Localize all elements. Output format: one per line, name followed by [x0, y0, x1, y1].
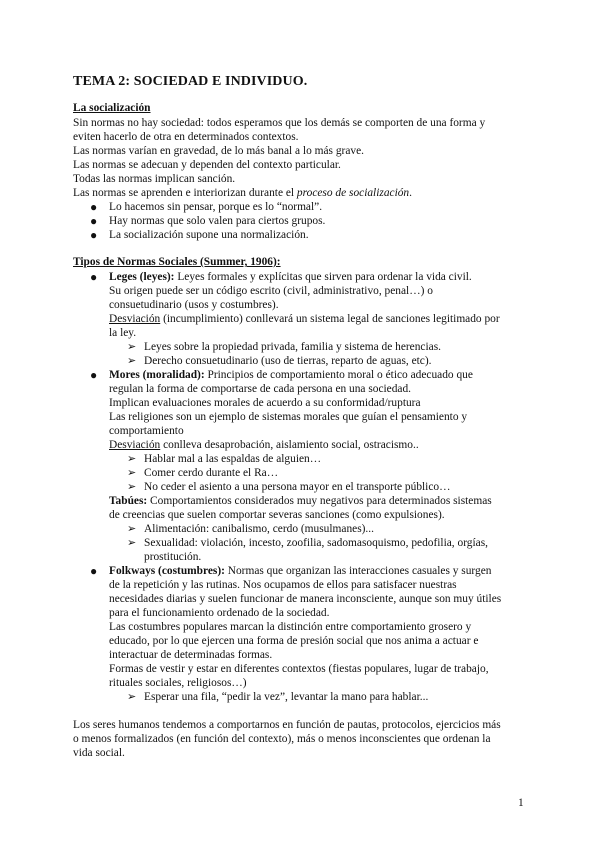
- paragraph-line: vida social.: [73, 747, 125, 759]
- text-span: Normas que organizan las interacciones casuales y surgen: [224, 565, 492, 577]
- term-label: Leges (leyes):: [109, 271, 175, 283]
- bullet-icon: ●: [90, 228, 98, 242]
- paragraph-line: Formas de vestir y estar en diferentes contextos (fiestas populares, lugar de trabajo,: [109, 663, 489, 675]
- bullet-icon: ●: [90, 214, 98, 228]
- paragraph-line: Sin normas no hay sociedad: todos esperamos que los demás se comporten de una forma y: [73, 117, 486, 129]
- paragraph-line: Su origen puede ser un código escrito (civil, administrativo, penal…) o: [109, 285, 433, 297]
- paragraph-line: Implican evaluaciones morales de acuerdo a su conformidad/ruptura: [109, 397, 421, 409]
- paragraph-line: interactuar de determinadas formas.: [109, 649, 273, 661]
- bullet-icon: ●: [90, 270, 98, 284]
- arrow-bullet-icon: ➢: [127, 355, 137, 367]
- bullet-icon: ●: [90, 368, 98, 382]
- term-label: Mores (moralidad):: [109, 369, 205, 381]
- paragraph-line: consuetudinario (usos y costumbres).: [109, 299, 279, 311]
- paragraph-line: Las normas varían en gravedad, de lo más banal a lo más grave.: [73, 145, 364, 157]
- paragraph-line: [73, 186, 412, 200]
- paragraph-line: [109, 438, 419, 452]
- term-label: Tabúes:: [109, 495, 148, 507]
- arrow-bullet-icon: ➢: [127, 341, 137, 353]
- paragraph-line: para el funcionamiento ordenado de la sociedad.: [109, 607, 330, 619]
- paragraph-line: Las religiones son un ejemplo de sistemas morales que guían el pensamiento y: [109, 411, 468, 423]
- section-heading-tipos: Tipos de Normas Sociales (Summer, 1906):: [73, 256, 281, 268]
- sub-list-item: Comer cerdo durante el Ra…: [144, 467, 279, 479]
- paragraph-line: Todas las normas implican sanción.: [73, 173, 236, 185]
- arrow-bullet-icon: ➢: [127, 453, 137, 465]
- term-label: Folkways (costumbres):: [109, 565, 225, 577]
- bullet-icon: ●: [90, 200, 98, 214]
- text-span: .: [409, 187, 412, 199]
- sub-list-item: Esperar una fila, “pedir la vez”, levantar la mano para hablar...: [144, 691, 429, 703]
- sub-list-item: Leyes sobre la propiedad privada, familia y sistema de herencias.: [144, 341, 441, 353]
- paragraph-line: regulan la forma de comportarse de cada persona en una sociedad.: [109, 383, 412, 395]
- paragraph-line: de la repetición y las rutinas. Nos ocupamos de ellos para satisfacer nuestras: [109, 579, 457, 591]
- paragraph-line: o menos formalizados (en función del contexto), más o menos inconscientes que ordenan la: [73, 733, 491, 745]
- paragraph-line: comportamiento: [109, 425, 184, 437]
- sub-list-item: Derecho consuetudinario (uso de tierras, reparto de aguas, etc).: [144, 355, 432, 367]
- text-span: Leyes formales y explícitas que sirven para ordenar la vida civil.: [174, 271, 472, 283]
- sub-list-item: Alimentación: canibalismo, cerdo (musulmanes)...: [144, 523, 374, 535]
- text-span: conlleva desaprobación, aislamiento social, ostracismo..: [160, 439, 419, 451]
- arrow-bullet-icon: ➢: [127, 523, 137, 535]
- paragraph-line: educado, por lo que ejercen una forma de presión social que nos anima a actuar e: [109, 635, 479, 647]
- underlined-term: Desviación: [109, 313, 161, 325]
- text-span: Comportamientos considerados muy negativos para determinados sistemas: [147, 495, 492, 507]
- paragraph-line: [109, 312, 500, 326]
- paragraph-line: la ley.: [109, 327, 137, 339]
- page-title: TEMA 2: SOCIEDAD E INDIVIDUO.: [73, 74, 308, 89]
- paragraph-line: Las normas se adecuan y dependen del contexto particular.: [73, 159, 341, 171]
- list-item: Hay normas que solo valen para ciertos grupos.: [109, 215, 326, 227]
- list-item: La socialización supone una normalización.: [109, 229, 309, 241]
- arrow-bullet-icon: ➢: [127, 537, 137, 549]
- paragraph-line: necesidades diarias y suelen funcionar de manera inconsciente, aunque son muy útiles: [109, 593, 502, 605]
- paragraph-line: Los seres humanos tendemos a comportarnos en función de pautas, protocolos, ejercicios más: [73, 719, 501, 731]
- paragraph-line: Las costumbres populares marcan la distinción entre comportamiento grosero y: [109, 621, 472, 633]
- bullet-icon: ●: [90, 564, 98, 578]
- sub-list-item-cont: prostitución.: [144, 551, 202, 563]
- arrow-bullet-icon: ➢: [127, 467, 137, 479]
- arrow-bullet-icon: ➢: [127, 691, 137, 703]
- paragraph-line: eviten hacerlo de otra en determinados contextos.: [73, 131, 299, 143]
- sub-list-item: Hablar mal a las espaldas de alguien…: [144, 453, 322, 465]
- paragraph-line: rituales sociales, religiosos…): [109, 677, 247, 689]
- list-item: Lo hacemos sin pensar, porque es lo “normal”.: [109, 201, 323, 213]
- list-item-leyes: [109, 270, 472, 284]
- text-span: Principios de comportamiento moral o ético adecuado que: [204, 369, 473, 381]
- underlined-term: Desviación: [109, 439, 161, 451]
- arrow-bullet-icon: ➢: [127, 481, 137, 493]
- section-heading-socializacion: La socialización: [73, 102, 151, 114]
- page-number: 1: [518, 797, 524, 809]
- sub-list-item: Sexualidad: violación, incesto, zoofilia, sadomasoquismo, pedofilia, orgías,: [144, 537, 488, 549]
- paragraph-line: [109, 494, 492, 508]
- list-item-mores: [109, 368, 473, 382]
- list-item-folkways: [109, 564, 491, 578]
- text-span: Las normas se aprenden e interiorizan durante el: [73, 187, 297, 199]
- paragraph-line: de creencias que suelen comportar severas sanciones (como expulsiones).: [109, 509, 445, 521]
- italic-term: proceso de socialización: [296, 187, 410, 199]
- text-span: (incumplimiento) conllevará un sistema legal de sanciones legitimado por: [160, 313, 500, 325]
- sub-list-item: No ceder el asiento a una persona mayor en el transporte público…: [144, 481, 451, 493]
